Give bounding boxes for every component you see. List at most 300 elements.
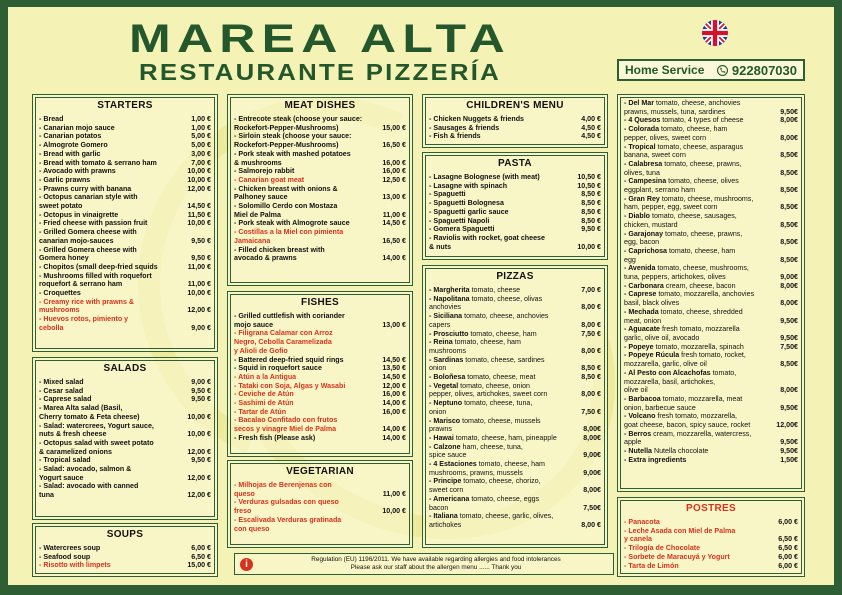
menu-item xyxy=(39,272,211,289)
menu-item xyxy=(429,199,601,208)
section-title: FISHES xyxy=(301,297,339,308)
menu-item-description: tomato, cheese, prawns, egg, bacon xyxy=(624,229,743,247)
menu-item-name: - Panacota xyxy=(624,518,660,526)
menu-item-price: 10,00 € xyxy=(187,430,211,439)
menu-item-price: 6,50 € xyxy=(778,535,798,544)
menu-item-description: cream, mozzarella, watercress, apple xyxy=(624,429,752,447)
menu-item-price: 8,50€ xyxy=(780,255,798,264)
menu-item-description: tomato, cheese, sausages, chicken, mustard xyxy=(624,212,737,229)
menu-item-price: 9,50 € xyxy=(191,254,211,263)
section-title: PASTA xyxy=(498,158,532,169)
menu-item xyxy=(429,115,601,124)
menu-item xyxy=(39,439,211,456)
menu-item-price: 4,00 € xyxy=(581,115,601,123)
menu-item xyxy=(234,312,406,329)
menu-item-name: - Bread with garlic xyxy=(39,149,101,158)
menu-item xyxy=(39,219,211,228)
menu-item xyxy=(39,315,211,332)
menu-item-name: - Bread with tomato & serrano ham xyxy=(39,158,157,167)
menu-item xyxy=(624,195,798,212)
menu-item-name: - Costillas a la Miel con pimienta Jamaicana xyxy=(234,228,344,245)
menu-item xyxy=(39,289,211,298)
menu-item-price: 11,00 € xyxy=(382,489,406,498)
menu-item-name: - Americana tomato, cheese, eggs bacon xyxy=(429,494,540,512)
menu-item-name: - Filled chicken breast with avocado & prawns xyxy=(234,245,325,263)
menu-item xyxy=(234,228,406,245)
menu-item-price: 9,50€ xyxy=(780,316,798,325)
menu-item-price: 5,00 € xyxy=(191,132,211,141)
menu-item xyxy=(234,498,406,515)
restaurant-brand xyxy=(64,19,576,85)
menu-item-name: - Avenida tomato, cheese, mushrooms, tuna, peppers, artichokes, olives xyxy=(624,264,749,282)
menu-item xyxy=(234,185,406,202)
menu-item-price: 10,00 € xyxy=(187,167,211,176)
menu-item xyxy=(234,115,406,132)
menu-item-name: - Creamy rice with prawns & mushrooms xyxy=(39,297,135,315)
menu-item-name: - Squid in roquefort sauce xyxy=(234,364,322,373)
menu-item-name: - Berros cream, mozzarella, watercress, apple xyxy=(624,429,752,447)
menu-item-price: 8,00 € xyxy=(581,390,601,399)
menu-item-price: 16,00 € xyxy=(382,407,406,416)
menu-item-price: 6,50 € xyxy=(191,552,211,561)
menu-item xyxy=(234,202,406,219)
menu-item-name: - Atún a la Antigua xyxy=(234,372,297,381)
menu-item-price: 8,50 € xyxy=(581,373,601,382)
menu-item-price: 9,00 € xyxy=(191,323,211,332)
menu-item xyxy=(429,217,601,226)
menu-item-description: cream, cheese, bacon xyxy=(663,281,736,290)
menu-item-price: 9,50 € xyxy=(581,225,601,234)
menu-item-price: 8,00€ xyxy=(583,425,601,434)
menu-item-price: 8,00 € xyxy=(581,303,601,312)
menu-item-price: 14,50 € xyxy=(187,202,211,211)
menu-item xyxy=(234,176,406,185)
menu-item-name: - Canarian goat meat xyxy=(234,175,305,184)
section-title: SALADS xyxy=(103,363,147,374)
menu-item-price: 9,00 € xyxy=(191,378,211,386)
menu-item-name: - Verduras gulsadas con queso freso xyxy=(234,498,339,516)
menu-item-price: 7,50 € xyxy=(581,407,601,416)
meat-dishes-section xyxy=(227,94,413,286)
menu-item xyxy=(429,295,601,312)
menu-item xyxy=(429,234,601,251)
section-title: CHILDREN'S MENU xyxy=(466,100,564,111)
menu-item-price: 10,00 € xyxy=(187,412,211,421)
menu-item xyxy=(624,544,798,553)
menu-item xyxy=(39,211,211,220)
menu-item-price: 6,00 € xyxy=(191,544,211,552)
menu-item xyxy=(624,447,798,456)
menu-item xyxy=(39,404,211,421)
menu-item xyxy=(429,312,601,329)
restaurant-subtitle: RESTAURANTE PIZZERÍA xyxy=(138,59,502,85)
menu-item-price: 8,50€ xyxy=(780,151,798,160)
section-title: PIZZAS xyxy=(496,271,534,282)
menu-item-price: 9,50€ xyxy=(780,447,798,456)
menu-item xyxy=(39,456,211,465)
menu-item-name: - Escalivada Verduras gratinada con queso xyxy=(234,515,342,533)
menu-item-price: 8,00 € xyxy=(581,320,601,329)
menu-item-description: tomato, cheese, onion pepper, olives, artichokes, sweet corn xyxy=(429,381,548,399)
menu-item xyxy=(429,173,601,182)
menu-item-name: - Gomera Spaguetti xyxy=(429,225,495,234)
menu-item-price: 9,50 € xyxy=(191,236,211,245)
menu-item-name: - Canarian mojo sauce xyxy=(39,123,115,132)
allergen-notice xyxy=(234,553,614,575)
menu-item xyxy=(624,247,798,264)
menu-item xyxy=(429,512,601,529)
menu-item-price: 16,00 € xyxy=(382,158,406,167)
vegetarian-section xyxy=(227,460,413,548)
menu-item xyxy=(429,132,601,141)
menu-item-price: 16,00 € xyxy=(382,390,406,399)
menu-item-name: - Cesar salad xyxy=(39,386,84,395)
menu-item-name: - Tartar de Atún xyxy=(234,407,287,416)
section-title: POSTRES xyxy=(686,503,736,514)
menu-item-price: 4,50 € xyxy=(581,123,601,132)
menu-item xyxy=(429,124,601,133)
menu-item-price: 4,50 € xyxy=(581,132,601,141)
menu-item-name: - 4 Quesos tomato, 4 types of cheese xyxy=(624,116,744,125)
menu-item-price: 9,50 € xyxy=(191,386,211,395)
menu-item-name: - Spaguetti xyxy=(429,190,466,199)
soups-section xyxy=(32,523,218,577)
menu-item-name: - Tataki con Soja, Algas y Wasabi xyxy=(234,381,346,390)
menu-item xyxy=(234,434,406,443)
menu-item-price: 7,50 € xyxy=(581,329,601,338)
menu-item-name: - Barbacoa tomato, mozzarella, meat onion, barbecue sauce xyxy=(624,394,743,412)
menu-item-name: - Caprese tomato, mozzarella, anchovies basil, black olives xyxy=(624,290,755,308)
menu-item xyxy=(624,116,798,125)
menu-item-name: - Octopus canarian style with sweet potato xyxy=(39,193,138,211)
menu-page xyxy=(8,7,834,585)
menu-item xyxy=(39,193,211,210)
menu-item-name: - Garlic prawns xyxy=(39,175,91,184)
menu-item xyxy=(39,482,211,499)
menu-item-name: - Aguacate fresh tomato, mozzarella garlic, olive oil, avocado xyxy=(624,325,740,342)
childrens-menu-section xyxy=(422,94,608,148)
menu-item xyxy=(624,125,798,142)
menu-item-price: 9,50€ xyxy=(780,107,798,116)
menu-item xyxy=(234,132,406,149)
menu-item-price: 1,00 € xyxy=(191,123,211,132)
menu-item xyxy=(429,477,601,494)
menu-item xyxy=(39,167,211,176)
menu-item-name: - Spaguetti Napoli xyxy=(429,216,490,225)
menu-item-name: - Pork steak with Almogrote sauce xyxy=(234,219,350,228)
menu-item-description: tomato, cheese, chorizo, sweet corn xyxy=(429,477,541,495)
menu-item-name: - Filigrana Calamar con Arroz Negro, Cebolla Caramelizada y Alioli de Gofio xyxy=(234,329,333,355)
menu-item-price: 14,00 € xyxy=(382,399,406,408)
menu-item-name: - Caprichosa tomato, cheese, ham egg xyxy=(624,246,736,264)
menu-item-name: - Grilled Gomera cheese with Gomera honey xyxy=(39,245,137,263)
menu-item-name: - Lasagne Bolognese (with meat) xyxy=(429,173,540,181)
menu-item-name: - Solomillo Cerdo con Mostaza Miel de Palma xyxy=(234,202,338,219)
menu-item-name: - Mixed salad xyxy=(39,378,84,386)
menu-item xyxy=(429,495,601,512)
menu-item-price: 1,00 € xyxy=(191,115,211,123)
menu-item-name: - Extra ingredients xyxy=(624,455,687,464)
menu-item-name: - Siciliana tomato, cheese, anchovies capers xyxy=(429,312,549,329)
section-title: STARTERS xyxy=(97,100,153,111)
menu-item-name: - Marea Alta salad (Basil, Cherry tomato & Feta cheese) xyxy=(39,404,140,421)
menu-item-name: - Calabresa tomato, cheese, prawns, olives, tuna xyxy=(624,159,742,177)
menu-item-name: - Principe tomato, cheese, chorizo, sweet corn xyxy=(429,477,541,495)
menu-item-price: 8,50 € xyxy=(581,199,601,208)
menu-item-price: 13,00 € xyxy=(382,320,406,329)
menu-item xyxy=(39,395,211,404)
menu-item-price: 12,00 € xyxy=(187,184,211,193)
menu-item-name: - Popeye Rúcula fresh tomato, rocket, mozzarella, garlic, olive oil xyxy=(624,351,746,369)
menu-item-description: tomato, cheese, ham mushrooms, prawns, mussels xyxy=(429,460,545,477)
menu-item-description: tomato, cheese, eggs bacon xyxy=(429,494,540,512)
menu-item-name: - Calzone ham, cheese, tuna, spice sauce xyxy=(429,442,523,460)
menu-item xyxy=(234,481,406,498)
menu-item-name: - Prawns curry with banana xyxy=(39,184,132,193)
menu-item-price: 8,00€ xyxy=(780,386,798,395)
menu-item-name: - Trilogía de Chocolate xyxy=(624,544,701,553)
restaurant-name: MAREA ALTA xyxy=(129,17,511,61)
menu-item-name: - Raviolis with rocket, goat cheese & nuts xyxy=(429,233,545,251)
menu-item-price: 10,50 € xyxy=(577,181,601,190)
menu-item-price: 8,00€ xyxy=(780,281,798,290)
menu-item xyxy=(234,150,406,167)
menu-item-description: tomato, cheese, mushrooms, tuna, peppers, artichokes, olives xyxy=(624,264,749,282)
menu-item-name: - Campesina tomato, cheese, olives eggplant, serrano ham xyxy=(624,177,739,195)
section-title: SOUPS xyxy=(106,529,144,540)
menu-item xyxy=(429,399,601,416)
menu-item-name: - Carbonara cream, cheese, bacon xyxy=(624,281,736,290)
menu-item-name: - Bacalao Confitado con frutos secos y vinagre Miel de Palma xyxy=(234,416,338,434)
menu-item xyxy=(39,544,211,553)
menu-item-name: - Chicken breast with onions & Palhoney sauce xyxy=(234,184,338,202)
menu-item-price: 10,00 € xyxy=(187,289,211,298)
menu-item-price: 12,50 € xyxy=(382,175,406,184)
menu-item xyxy=(234,516,406,533)
menu-item xyxy=(39,124,211,133)
menu-item-price: 7,50€ xyxy=(780,342,798,351)
menu-item xyxy=(429,182,601,191)
menu-item xyxy=(624,456,798,465)
menu-item-name: - Leche Asada con Miel de Palma y canela xyxy=(624,526,736,544)
phone-icon xyxy=(717,65,728,76)
menu-item-name: - 4 Estaciones tomato, cheese, ham mushrooms, prawns, mussels xyxy=(429,460,545,477)
salads-section xyxy=(32,357,218,520)
menu-item-price: 7,50€ xyxy=(583,503,601,512)
pasta-section xyxy=(422,152,608,260)
menu-item-price: 8,00€ xyxy=(780,116,798,125)
menu-item-price: 8,00€ xyxy=(583,486,601,495)
menu-item xyxy=(39,150,211,159)
menu-item xyxy=(234,382,406,391)
menu-item-price: 9,50€ xyxy=(780,333,798,342)
menu-item-name: - Watercrees soup xyxy=(39,544,101,552)
menu-item xyxy=(624,308,798,325)
menu-item-price: 9,50€ xyxy=(780,438,798,447)
menu-item-name: - Salad: avocado with canned tuna xyxy=(39,482,139,500)
menu-item-name: - Hawai tomato, cheese, ham, pineapple xyxy=(429,433,557,442)
info-icon: i xyxy=(240,558,253,571)
menu-item xyxy=(39,387,211,396)
section-title: MEAT DISHES xyxy=(284,100,356,111)
allergen-notice-line1: Regulation (EU) 1196/2011. We have available regarding allergies and food intolerances xyxy=(311,556,561,563)
menu-item-price: 11,00 € xyxy=(382,210,406,219)
menu-item-name: - Caprese salad xyxy=(39,395,92,404)
menu-item-description: tomato, cheese xyxy=(469,286,521,294)
menu-item-description: tomato, cheese, anchovies prawns, mussels, tuna, sardines xyxy=(624,99,741,116)
menu-item-price: 1,50€ xyxy=(780,455,798,464)
menu-item xyxy=(39,465,211,482)
menu-item-price: 10,00 € xyxy=(187,175,211,184)
uk-flag-icon[interactable] xyxy=(702,20,728,46)
menu-item-name: - Grilled Gomera cheese with canarian mojo-sauces xyxy=(39,228,137,245)
menu-item xyxy=(39,159,211,168)
menu-item-name: - Octopus salad with sweet potato & caramelized onions xyxy=(39,438,154,456)
menu-item-description: tomato, cheese, asparagus banana, sweet corn xyxy=(624,142,744,160)
menu-item-description: tomato, cheese, tuna, onion xyxy=(429,399,533,416)
menu-item-name: - Battered deep-fried squid rings xyxy=(234,355,344,364)
menu-item-price: 7,00 € xyxy=(191,158,211,167)
menu-item-name: - Bread xyxy=(39,115,64,123)
menu-item xyxy=(39,378,211,387)
menu-item-price: 9,00€ xyxy=(583,451,601,460)
menu-item-price: 16,50 € xyxy=(382,236,406,245)
menu-item-name: - Fish & friends xyxy=(429,132,481,141)
menu-item xyxy=(429,356,601,373)
menu-item-name: - Croquettes xyxy=(39,289,81,298)
menu-item-name: - Neptuno tomato, cheese, tuna, onion xyxy=(429,399,533,416)
menu-item-price: 11,00 € xyxy=(187,262,211,271)
menu-item-price: 8,50€ xyxy=(780,238,798,247)
menu-item-price: 16,00 € xyxy=(382,167,406,176)
menu-item-name: - Colorada tomato, cheese, ham pepper, olives, sweet corn xyxy=(624,125,728,142)
menu-item-price: 14,00 € xyxy=(382,425,406,434)
menu-item xyxy=(234,246,406,263)
menu-item-price: 9,00€ xyxy=(780,273,798,282)
allergen-notice-line2: Please ask our staff about the allergen menu ...... Thank you xyxy=(350,564,522,571)
menu-item xyxy=(39,246,211,263)
menu-item xyxy=(624,562,798,571)
menu-item-price: 14,00 € xyxy=(382,254,406,263)
menu-item xyxy=(624,518,798,527)
menu-item-name: - Al Pesto con Alcachofas tomato, mozzarella, basil, artichokes, olive oil xyxy=(624,368,737,395)
menu-item-price: 9,50 € xyxy=(191,456,211,465)
menu-item xyxy=(429,330,601,339)
menu-item-price: 8,00 € xyxy=(581,520,601,529)
starters-section xyxy=(32,94,218,352)
menu-item-name: - Seafood soup xyxy=(39,552,91,561)
menu-item-name: - Vegetal tomato, cheese, onion pepper, olives, artichokes, sweet corn xyxy=(429,381,548,399)
menu-item-price: 10,50 € xyxy=(577,173,601,181)
menu-item-name: - Mushrooms filled with roquefort roquefort & serrano ham xyxy=(39,271,152,289)
menu-item-name: - Fried cheese with passion fruit xyxy=(39,219,148,228)
menu-item-price: 12,00 € xyxy=(187,447,211,456)
menu-item xyxy=(234,329,406,355)
menu-item-name: - Salmorejo rabbit xyxy=(234,167,295,176)
menu-item-price: 9,50 € xyxy=(191,395,211,404)
menu-item-description: tomato, cheese, prawns, olives, tuna xyxy=(624,159,742,177)
menu-item-price: 8,50 € xyxy=(581,207,601,216)
menu-item xyxy=(624,553,798,562)
menu-item xyxy=(624,143,798,160)
menu-item-price: 14,00 € xyxy=(382,433,406,442)
menu-item-price: 16,50 € xyxy=(382,141,406,150)
menu-item-name: - Ceviche de Atún xyxy=(234,390,294,399)
fishes-section xyxy=(227,291,413,457)
menu-item-description: tomato, cheese, garlic, olives, artichokes xyxy=(429,512,554,529)
menu-item xyxy=(624,290,798,307)
menu-item-price: 14,50 € xyxy=(382,219,406,228)
menu-item-name: - Tropical tomato, cheese, asparagus banana, sweet corn xyxy=(624,142,744,160)
menu-item xyxy=(624,343,798,352)
menu-item-name: - Fresh fish (Please ask) xyxy=(234,433,316,442)
menu-item-name: - Gran Rey tomato, cheese, mushrooms, ham, pepper, egg, sweet corn xyxy=(624,194,754,212)
menu-item-price: 14,50 € xyxy=(382,355,406,364)
menu-item xyxy=(624,369,798,395)
menu-item-price: 8,00€ xyxy=(583,433,601,442)
menu-item-name: - Tarta de Limón xyxy=(624,561,679,570)
menu-item-name: - Sardinas tomato, cheese, sardines onion xyxy=(429,355,545,373)
menu-item-description: tomato, cheese, sardines onion xyxy=(429,355,545,373)
menu-item xyxy=(429,190,601,199)
pizzas-continued-section xyxy=(617,94,805,492)
menu-item-description: tomato, cheese, ham mushrooms xyxy=(429,338,521,355)
menu-item-name: - Huevos rotos, pimiento y cebolla xyxy=(39,315,129,332)
menu-item-name: - Risotto with limpets xyxy=(39,561,111,570)
menu-item xyxy=(624,430,798,447)
menu-item-name: - Italiana tomato, cheese, garlic, olives, artichokes xyxy=(429,512,554,529)
menu-item-price: 3,00 € xyxy=(191,149,211,158)
menu-item xyxy=(39,141,211,150)
menu-item xyxy=(624,395,798,412)
menu-item-description: tomato, cheese, olivas anchovies xyxy=(429,294,543,312)
menu-item xyxy=(39,115,211,124)
menu-item xyxy=(624,177,798,194)
menu-item xyxy=(624,212,798,229)
menu-item xyxy=(429,417,601,434)
menu-item-description: tomato, mozzarella, anchovies basil, black olives xyxy=(624,290,755,308)
menu-item-description: tomato, cheese, ham xyxy=(468,329,537,338)
menu-item-description: tomato, mozzarella, basil, artichokes, olive oil xyxy=(624,368,737,395)
menu-item xyxy=(234,373,406,382)
menu-item-description: tomato, cheese, ham egg xyxy=(624,246,736,264)
menu-item-price: 6,00 € xyxy=(778,552,798,561)
menu-item-price: 10,00 € xyxy=(382,507,406,516)
menu-item xyxy=(624,160,798,177)
menu-item-description: tomato, cheese, anchovies capers xyxy=(429,312,549,329)
menu-item-price: 6,00 € xyxy=(778,561,798,570)
menu-item xyxy=(624,264,798,281)
menu-item xyxy=(624,412,798,429)
menu-item-price: 7,00 € xyxy=(581,286,601,294)
menu-item xyxy=(39,132,211,141)
menu-item-name: - Diablo tomato, cheese, sausages, chicken, mustard xyxy=(624,212,737,229)
pizzas-section xyxy=(422,265,608,548)
menu-item xyxy=(39,553,211,562)
menu-item-price: 8,00€ xyxy=(780,299,798,308)
menu-item-name: - Volcano fresh tomato, mozzarella, goat cheese, bacon, spicy sauce, rocket xyxy=(624,412,751,430)
menu-item-price: 8,50€ xyxy=(780,360,798,369)
menu-item-name: - Margherita tomato, cheese xyxy=(429,286,521,294)
menu-item-name: - Canarian potatos xyxy=(39,132,102,141)
phone-number-group[interactable] xyxy=(717,63,797,78)
menu-item xyxy=(624,99,798,116)
menu-item-price: 8,50€ xyxy=(780,168,798,177)
menu-item-name: - Boloñesa tomato, cheese, meat xyxy=(429,373,536,382)
menu-item-price: 13,50 € xyxy=(382,364,406,373)
menu-item-price: 12,00 € xyxy=(187,491,211,500)
menu-item xyxy=(429,208,601,217)
